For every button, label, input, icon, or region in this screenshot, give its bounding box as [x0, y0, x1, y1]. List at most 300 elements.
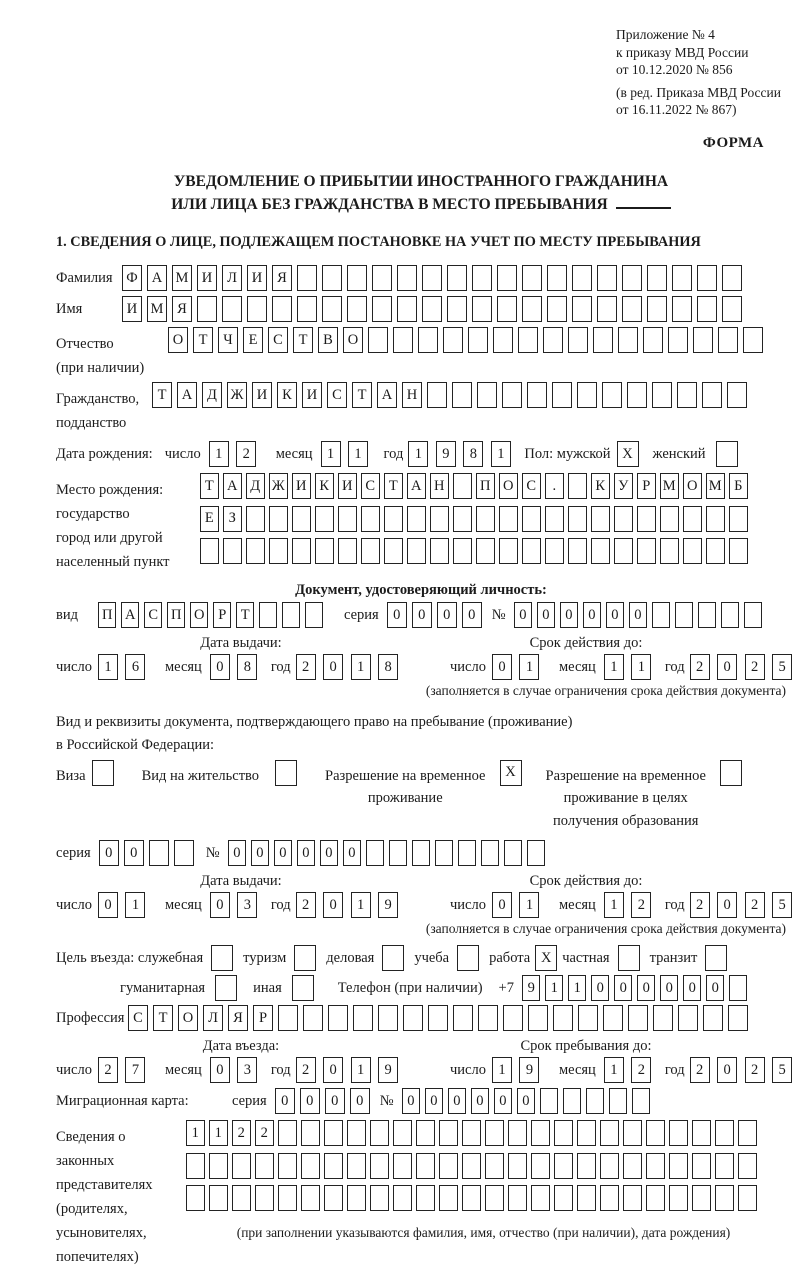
- char-box[interactable]: [677, 382, 697, 408]
- char-box[interactable]: 2: [745, 1057, 765, 1083]
- char-box[interactable]: Т: [200, 473, 219, 499]
- char-box[interactable]: [366, 840, 385, 866]
- char-box[interactable]: К: [591, 473, 610, 499]
- char-box[interactable]: [447, 296, 467, 322]
- char-box[interactable]: Р: [637, 473, 656, 499]
- char-box[interactable]: [729, 975, 748, 1001]
- char-box[interactable]: [600, 1120, 619, 1146]
- char-box[interactable]: Л: [222, 265, 242, 291]
- char-box[interactable]: 0: [251, 840, 270, 866]
- char-box[interactable]: С: [144, 602, 163, 628]
- char-box[interactable]: [646, 1185, 665, 1211]
- char-box[interactable]: 0: [660, 975, 679, 1001]
- char-box[interactable]: 2: [296, 1057, 316, 1083]
- char-box[interactable]: [531, 1185, 550, 1211]
- char-box[interactable]: [443, 327, 463, 353]
- char-box[interactable]: [247, 296, 267, 322]
- char-box[interactable]: [618, 945, 640, 971]
- char-box[interactable]: [577, 1153, 596, 1179]
- char-box[interactable]: [647, 265, 667, 291]
- char-box[interactable]: [597, 296, 617, 322]
- char-box[interactable]: 0: [412, 602, 432, 628]
- char-box[interactable]: С: [268, 327, 288, 353]
- char-box[interactable]: С: [361, 473, 380, 499]
- char-box[interactable]: [439, 1153, 458, 1179]
- char-box[interactable]: К: [277, 382, 297, 408]
- char-box[interactable]: [328, 1005, 348, 1031]
- char-box[interactable]: 9: [378, 892, 398, 918]
- char-box[interactable]: О: [343, 327, 363, 353]
- char-box[interactable]: [577, 1185, 596, 1211]
- char-box[interactable]: [508, 1153, 527, 1179]
- char-box[interactable]: [614, 538, 633, 564]
- char-box[interactable]: [457, 945, 479, 971]
- char-box[interactable]: [563, 1088, 582, 1114]
- char-box[interactable]: 0: [325, 1088, 345, 1114]
- char-box[interactable]: [637, 538, 656, 564]
- char-box[interactable]: [174, 840, 194, 866]
- char-box[interactable]: [232, 1153, 251, 1179]
- char-box[interactable]: 0: [683, 975, 702, 1001]
- char-box[interactable]: [618, 327, 638, 353]
- char-box[interactable]: 1: [98, 654, 118, 680]
- char-box[interactable]: 9: [522, 975, 541, 1001]
- char-box[interactable]: 0: [387, 602, 407, 628]
- char-box[interactable]: А: [177, 382, 197, 408]
- char-box[interactable]: [416, 1153, 435, 1179]
- char-box[interactable]: [718, 327, 738, 353]
- char-box[interactable]: [397, 296, 417, 322]
- char-box[interactable]: [729, 506, 748, 532]
- char-box[interactable]: [297, 296, 317, 322]
- char-box[interactable]: [472, 296, 492, 322]
- char-box[interactable]: Я: [228, 1005, 248, 1031]
- char-box[interactable]: [502, 382, 522, 408]
- char-box[interactable]: [416, 1120, 435, 1146]
- char-box[interactable]: [439, 1185, 458, 1211]
- char-box[interactable]: 1: [604, 1057, 624, 1083]
- char-box[interactable]: 0: [591, 975, 610, 1001]
- char-box[interactable]: [577, 382, 597, 408]
- char-box[interactable]: С: [128, 1005, 148, 1031]
- char-box[interactable]: [389, 840, 408, 866]
- char-box[interactable]: [705, 945, 727, 971]
- char-box[interactable]: 2: [98, 1057, 118, 1083]
- char-box[interactable]: 0: [323, 1057, 343, 1083]
- char-box[interactable]: 0: [320, 840, 339, 866]
- char-box[interactable]: 1: [408, 441, 428, 467]
- char-box[interactable]: [728, 1005, 748, 1031]
- char-box[interactable]: [481, 840, 500, 866]
- char-box[interactable]: [609, 1088, 628, 1114]
- char-box[interactable]: [678, 1005, 698, 1031]
- char-box[interactable]: [522, 538, 541, 564]
- char-box[interactable]: [597, 265, 617, 291]
- char-box[interactable]: [297, 265, 317, 291]
- char-box[interactable]: [497, 296, 517, 322]
- char-box[interactable]: 0: [537, 602, 556, 628]
- char-box[interactable]: 0: [323, 892, 343, 918]
- char-box[interactable]: Ж: [227, 382, 247, 408]
- char-box[interactable]: [627, 382, 647, 408]
- char-box[interactable]: [382, 945, 404, 971]
- char-box[interactable]: [378, 1005, 398, 1031]
- char-box[interactable]: X: [535, 945, 557, 971]
- char-box[interactable]: [568, 506, 587, 532]
- char-box[interactable]: [715, 1185, 734, 1211]
- char-box[interactable]: 0: [614, 975, 633, 1001]
- char-box[interactable]: [92, 760, 114, 786]
- char-box[interactable]: [428, 1005, 448, 1031]
- char-box[interactable]: 0: [514, 602, 533, 628]
- char-box[interactable]: [591, 538, 610, 564]
- char-box[interactable]: [543, 327, 563, 353]
- char-box[interactable]: [722, 296, 742, 322]
- char-box[interactable]: [278, 1153, 297, 1179]
- char-box[interactable]: [545, 538, 564, 564]
- char-box[interactable]: Т: [293, 327, 313, 353]
- char-box[interactable]: 8: [237, 654, 257, 680]
- char-box[interactable]: [554, 1153, 573, 1179]
- char-box[interactable]: [372, 265, 392, 291]
- char-box[interactable]: 6: [125, 654, 145, 680]
- char-box[interactable]: [407, 538, 426, 564]
- char-box[interactable]: [577, 1120, 596, 1146]
- char-box[interactable]: Ч: [218, 327, 238, 353]
- char-box[interactable]: [416, 1185, 435, 1211]
- char-box[interactable]: [744, 602, 763, 628]
- char-box[interactable]: [315, 538, 334, 564]
- char-box[interactable]: 0: [494, 1088, 513, 1114]
- char-box[interactable]: [186, 1185, 205, 1211]
- char-box[interactable]: [593, 327, 613, 353]
- char-box[interactable]: [692, 1120, 711, 1146]
- char-box[interactable]: П: [476, 473, 495, 499]
- char-box[interactable]: [275, 760, 297, 786]
- char-box[interactable]: И: [252, 382, 272, 408]
- char-box[interactable]: 0: [210, 654, 230, 680]
- char-box[interactable]: [303, 1005, 323, 1031]
- char-box[interactable]: П: [98, 602, 117, 628]
- char-box[interactable]: [462, 1120, 481, 1146]
- char-box[interactable]: [476, 538, 495, 564]
- char-box[interactable]: [716, 441, 738, 467]
- char-box[interactable]: [578, 1005, 598, 1031]
- char-box[interactable]: [476, 506, 495, 532]
- char-box[interactable]: [347, 296, 367, 322]
- char-box[interactable]: 2: [236, 441, 256, 467]
- char-box[interactable]: [384, 538, 403, 564]
- char-box[interactable]: [632, 1088, 651, 1114]
- char-box[interactable]: [422, 265, 442, 291]
- char-box[interactable]: [531, 1120, 550, 1146]
- char-box[interactable]: [292, 538, 311, 564]
- char-box[interactable]: Т: [152, 382, 172, 408]
- char-box[interactable]: [322, 265, 342, 291]
- char-box[interactable]: [499, 538, 518, 564]
- char-box[interactable]: [504, 840, 523, 866]
- char-box[interactable]: [683, 538, 702, 564]
- char-box[interactable]: X: [500, 760, 522, 786]
- char-box[interactable]: [232, 1185, 251, 1211]
- char-box[interactable]: [497, 265, 517, 291]
- char-box[interactable]: М: [660, 473, 679, 499]
- char-box[interactable]: А: [407, 473, 426, 499]
- char-box[interactable]: 0: [517, 1088, 536, 1114]
- char-box[interactable]: [743, 327, 763, 353]
- char-box[interactable]: 0: [98, 892, 118, 918]
- char-box[interactable]: О: [190, 602, 209, 628]
- char-box[interactable]: [292, 506, 311, 532]
- char-box[interactable]: [485, 1120, 504, 1146]
- char-box[interactable]: 1: [545, 975, 564, 1001]
- char-box[interactable]: [703, 1005, 723, 1031]
- char-box[interactable]: [393, 1153, 412, 1179]
- char-box[interactable]: [211, 945, 233, 971]
- char-box[interactable]: 0: [471, 1088, 490, 1114]
- char-box[interactable]: [372, 296, 392, 322]
- char-box[interactable]: [668, 327, 688, 353]
- char-box[interactable]: 0: [717, 892, 737, 918]
- char-box[interactable]: 1: [519, 892, 539, 918]
- char-box[interactable]: 1: [321, 441, 341, 467]
- char-box[interactable]: 0: [606, 602, 625, 628]
- char-box[interactable]: [522, 265, 542, 291]
- char-box[interactable]: И: [338, 473, 357, 499]
- char-box[interactable]: [322, 296, 342, 322]
- char-box[interactable]: А: [121, 602, 140, 628]
- char-box[interactable]: [646, 1153, 665, 1179]
- char-box[interactable]: .: [545, 473, 564, 499]
- char-box[interactable]: [603, 1005, 623, 1031]
- char-box[interactable]: И: [292, 473, 311, 499]
- char-box[interactable]: [370, 1153, 389, 1179]
- char-box[interactable]: О: [178, 1005, 198, 1031]
- char-box[interactable]: 5: [772, 654, 792, 680]
- char-box[interactable]: [393, 327, 413, 353]
- char-box[interactable]: [672, 265, 692, 291]
- char-box[interactable]: [706, 538, 725, 564]
- char-box[interactable]: [422, 296, 442, 322]
- char-box[interactable]: Л: [203, 1005, 223, 1031]
- char-box[interactable]: [324, 1120, 343, 1146]
- char-box[interactable]: О: [683, 473, 702, 499]
- char-box[interactable]: 2: [232, 1120, 251, 1146]
- char-box[interactable]: [531, 1153, 550, 1179]
- char-box[interactable]: [407, 506, 426, 532]
- char-box[interactable]: [738, 1120, 757, 1146]
- char-box[interactable]: [209, 1153, 228, 1179]
- char-box[interactable]: [305, 602, 324, 628]
- char-box[interactable]: [738, 1185, 757, 1211]
- char-box[interactable]: [693, 327, 713, 353]
- char-box[interactable]: [294, 945, 316, 971]
- char-box[interactable]: 2: [745, 892, 765, 918]
- char-box[interactable]: [186, 1153, 205, 1179]
- char-box[interactable]: [197, 296, 217, 322]
- char-box[interactable]: [547, 265, 567, 291]
- char-box[interactable]: [324, 1153, 343, 1179]
- char-box[interactable]: [646, 1120, 665, 1146]
- char-box[interactable]: 5: [772, 892, 792, 918]
- char-box[interactable]: И: [122, 296, 142, 322]
- char-box[interactable]: [246, 506, 265, 532]
- char-box[interactable]: [485, 1153, 504, 1179]
- char-box[interactable]: [278, 1120, 297, 1146]
- char-box[interactable]: [370, 1185, 389, 1211]
- char-box[interactable]: [453, 506, 472, 532]
- char-box[interactable]: Р: [213, 602, 232, 628]
- char-box[interactable]: Н: [430, 473, 449, 499]
- char-box[interactable]: Б: [729, 473, 748, 499]
- char-box[interactable]: [278, 1005, 298, 1031]
- char-box[interactable]: [547, 296, 567, 322]
- char-box[interactable]: [418, 327, 438, 353]
- char-box[interactable]: [628, 1005, 648, 1031]
- char-box[interactable]: [702, 382, 722, 408]
- char-box[interactable]: [255, 1153, 274, 1179]
- char-box[interactable]: [727, 382, 747, 408]
- char-box[interactable]: [653, 1005, 673, 1031]
- char-box[interactable]: И: [247, 265, 267, 291]
- char-box[interactable]: 1: [351, 892, 371, 918]
- char-box[interactable]: [347, 265, 367, 291]
- char-box[interactable]: 0: [99, 840, 119, 866]
- char-box[interactable]: [301, 1185, 320, 1211]
- char-box[interactable]: Е: [243, 327, 263, 353]
- char-box[interactable]: Я: [172, 296, 192, 322]
- char-box[interactable]: 0: [492, 654, 512, 680]
- char-box[interactable]: [282, 602, 301, 628]
- char-box[interactable]: [698, 602, 717, 628]
- char-box[interactable]: 0: [560, 602, 579, 628]
- char-box[interactable]: 1: [492, 1057, 512, 1083]
- char-box[interactable]: 7: [125, 1057, 145, 1083]
- char-box[interactable]: Я: [272, 265, 292, 291]
- char-box[interactable]: 2: [631, 1057, 651, 1083]
- char-box[interactable]: П: [167, 602, 186, 628]
- char-box[interactable]: З: [223, 506, 242, 532]
- char-box[interactable]: [669, 1153, 688, 1179]
- char-box[interactable]: [669, 1185, 688, 1211]
- char-box[interactable]: [522, 506, 541, 532]
- char-box[interactable]: 1: [631, 654, 651, 680]
- char-box[interactable]: [353, 1005, 373, 1031]
- char-box[interactable]: [200, 538, 219, 564]
- char-box[interactable]: 0: [437, 602, 457, 628]
- char-box[interactable]: [301, 1153, 320, 1179]
- char-box[interactable]: [246, 538, 265, 564]
- char-box[interactable]: 1: [568, 975, 587, 1001]
- char-box[interactable]: [324, 1185, 343, 1211]
- char-box[interactable]: [215, 975, 237, 1001]
- char-box[interactable]: [545, 506, 564, 532]
- char-box[interactable]: 1: [186, 1120, 205, 1146]
- char-box[interactable]: 1: [351, 1057, 371, 1083]
- char-box[interactable]: 9: [519, 1057, 539, 1083]
- char-box[interactable]: [647, 296, 667, 322]
- char-box[interactable]: [683, 506, 702, 532]
- char-box[interactable]: Д: [202, 382, 222, 408]
- char-box[interactable]: Е: [200, 506, 219, 532]
- char-box[interactable]: [528, 1005, 548, 1031]
- char-box[interactable]: [715, 1120, 734, 1146]
- char-box[interactable]: 0: [717, 654, 737, 680]
- char-box[interactable]: [660, 506, 679, 532]
- char-box[interactable]: Т: [153, 1005, 173, 1031]
- char-box[interactable]: [278, 1185, 297, 1211]
- char-box[interactable]: [623, 1120, 642, 1146]
- char-box[interactable]: [347, 1120, 366, 1146]
- char-box[interactable]: [361, 538, 380, 564]
- char-box[interactable]: [586, 1088, 605, 1114]
- char-box[interactable]: [738, 1153, 757, 1179]
- char-box[interactable]: [572, 296, 592, 322]
- char-box[interactable]: 1: [209, 441, 229, 467]
- char-box[interactable]: [499, 506, 518, 532]
- char-box[interactable]: 5: [772, 1057, 792, 1083]
- char-box[interactable]: [361, 506, 380, 532]
- char-box[interactable]: А: [223, 473, 242, 499]
- char-box[interactable]: [430, 506, 449, 532]
- char-box[interactable]: 0: [462, 602, 482, 628]
- char-box[interactable]: 8: [463, 441, 483, 467]
- char-box[interactable]: 0: [274, 840, 293, 866]
- char-box[interactable]: [672, 296, 692, 322]
- char-box[interactable]: [338, 538, 357, 564]
- char-box[interactable]: [368, 327, 388, 353]
- char-box[interactable]: [370, 1120, 389, 1146]
- char-box[interactable]: 0: [448, 1088, 467, 1114]
- char-box[interactable]: [403, 1005, 423, 1031]
- char-box[interactable]: [462, 1153, 481, 1179]
- char-box[interactable]: [720, 760, 742, 786]
- char-box[interactable]: [462, 1185, 481, 1211]
- char-box[interactable]: У: [614, 473, 633, 499]
- char-box[interactable]: 0: [275, 1088, 295, 1114]
- char-box[interactable]: С: [327, 382, 347, 408]
- char-box[interactable]: 0: [228, 840, 247, 866]
- char-box[interactable]: [453, 538, 472, 564]
- char-box[interactable]: И: [197, 265, 217, 291]
- char-box[interactable]: [614, 506, 633, 532]
- char-box[interactable]: [568, 538, 587, 564]
- char-box[interactable]: М: [147, 296, 167, 322]
- char-box[interactable]: X: [617, 441, 639, 467]
- char-box[interactable]: [697, 265, 717, 291]
- char-box[interactable]: [522, 296, 542, 322]
- char-box[interactable]: М: [172, 265, 192, 291]
- char-box[interactable]: [591, 506, 610, 532]
- char-box[interactable]: О: [499, 473, 518, 499]
- char-box[interactable]: [301, 1120, 320, 1146]
- char-box[interactable]: 0: [425, 1088, 444, 1114]
- char-box[interactable]: О: [168, 327, 188, 353]
- char-box[interactable]: [435, 840, 454, 866]
- char-box[interactable]: 1: [604, 892, 624, 918]
- char-box[interactable]: [149, 840, 169, 866]
- char-box[interactable]: 0: [583, 602, 602, 628]
- char-box[interactable]: [427, 382, 447, 408]
- char-box[interactable]: [430, 538, 449, 564]
- char-box[interactable]: В: [318, 327, 338, 353]
- char-box[interactable]: [527, 382, 547, 408]
- char-box[interactable]: А: [377, 382, 397, 408]
- char-box[interactable]: И: [302, 382, 322, 408]
- char-box[interactable]: [722, 265, 742, 291]
- char-box[interactable]: [554, 1185, 573, 1211]
- char-box[interactable]: [478, 1005, 498, 1031]
